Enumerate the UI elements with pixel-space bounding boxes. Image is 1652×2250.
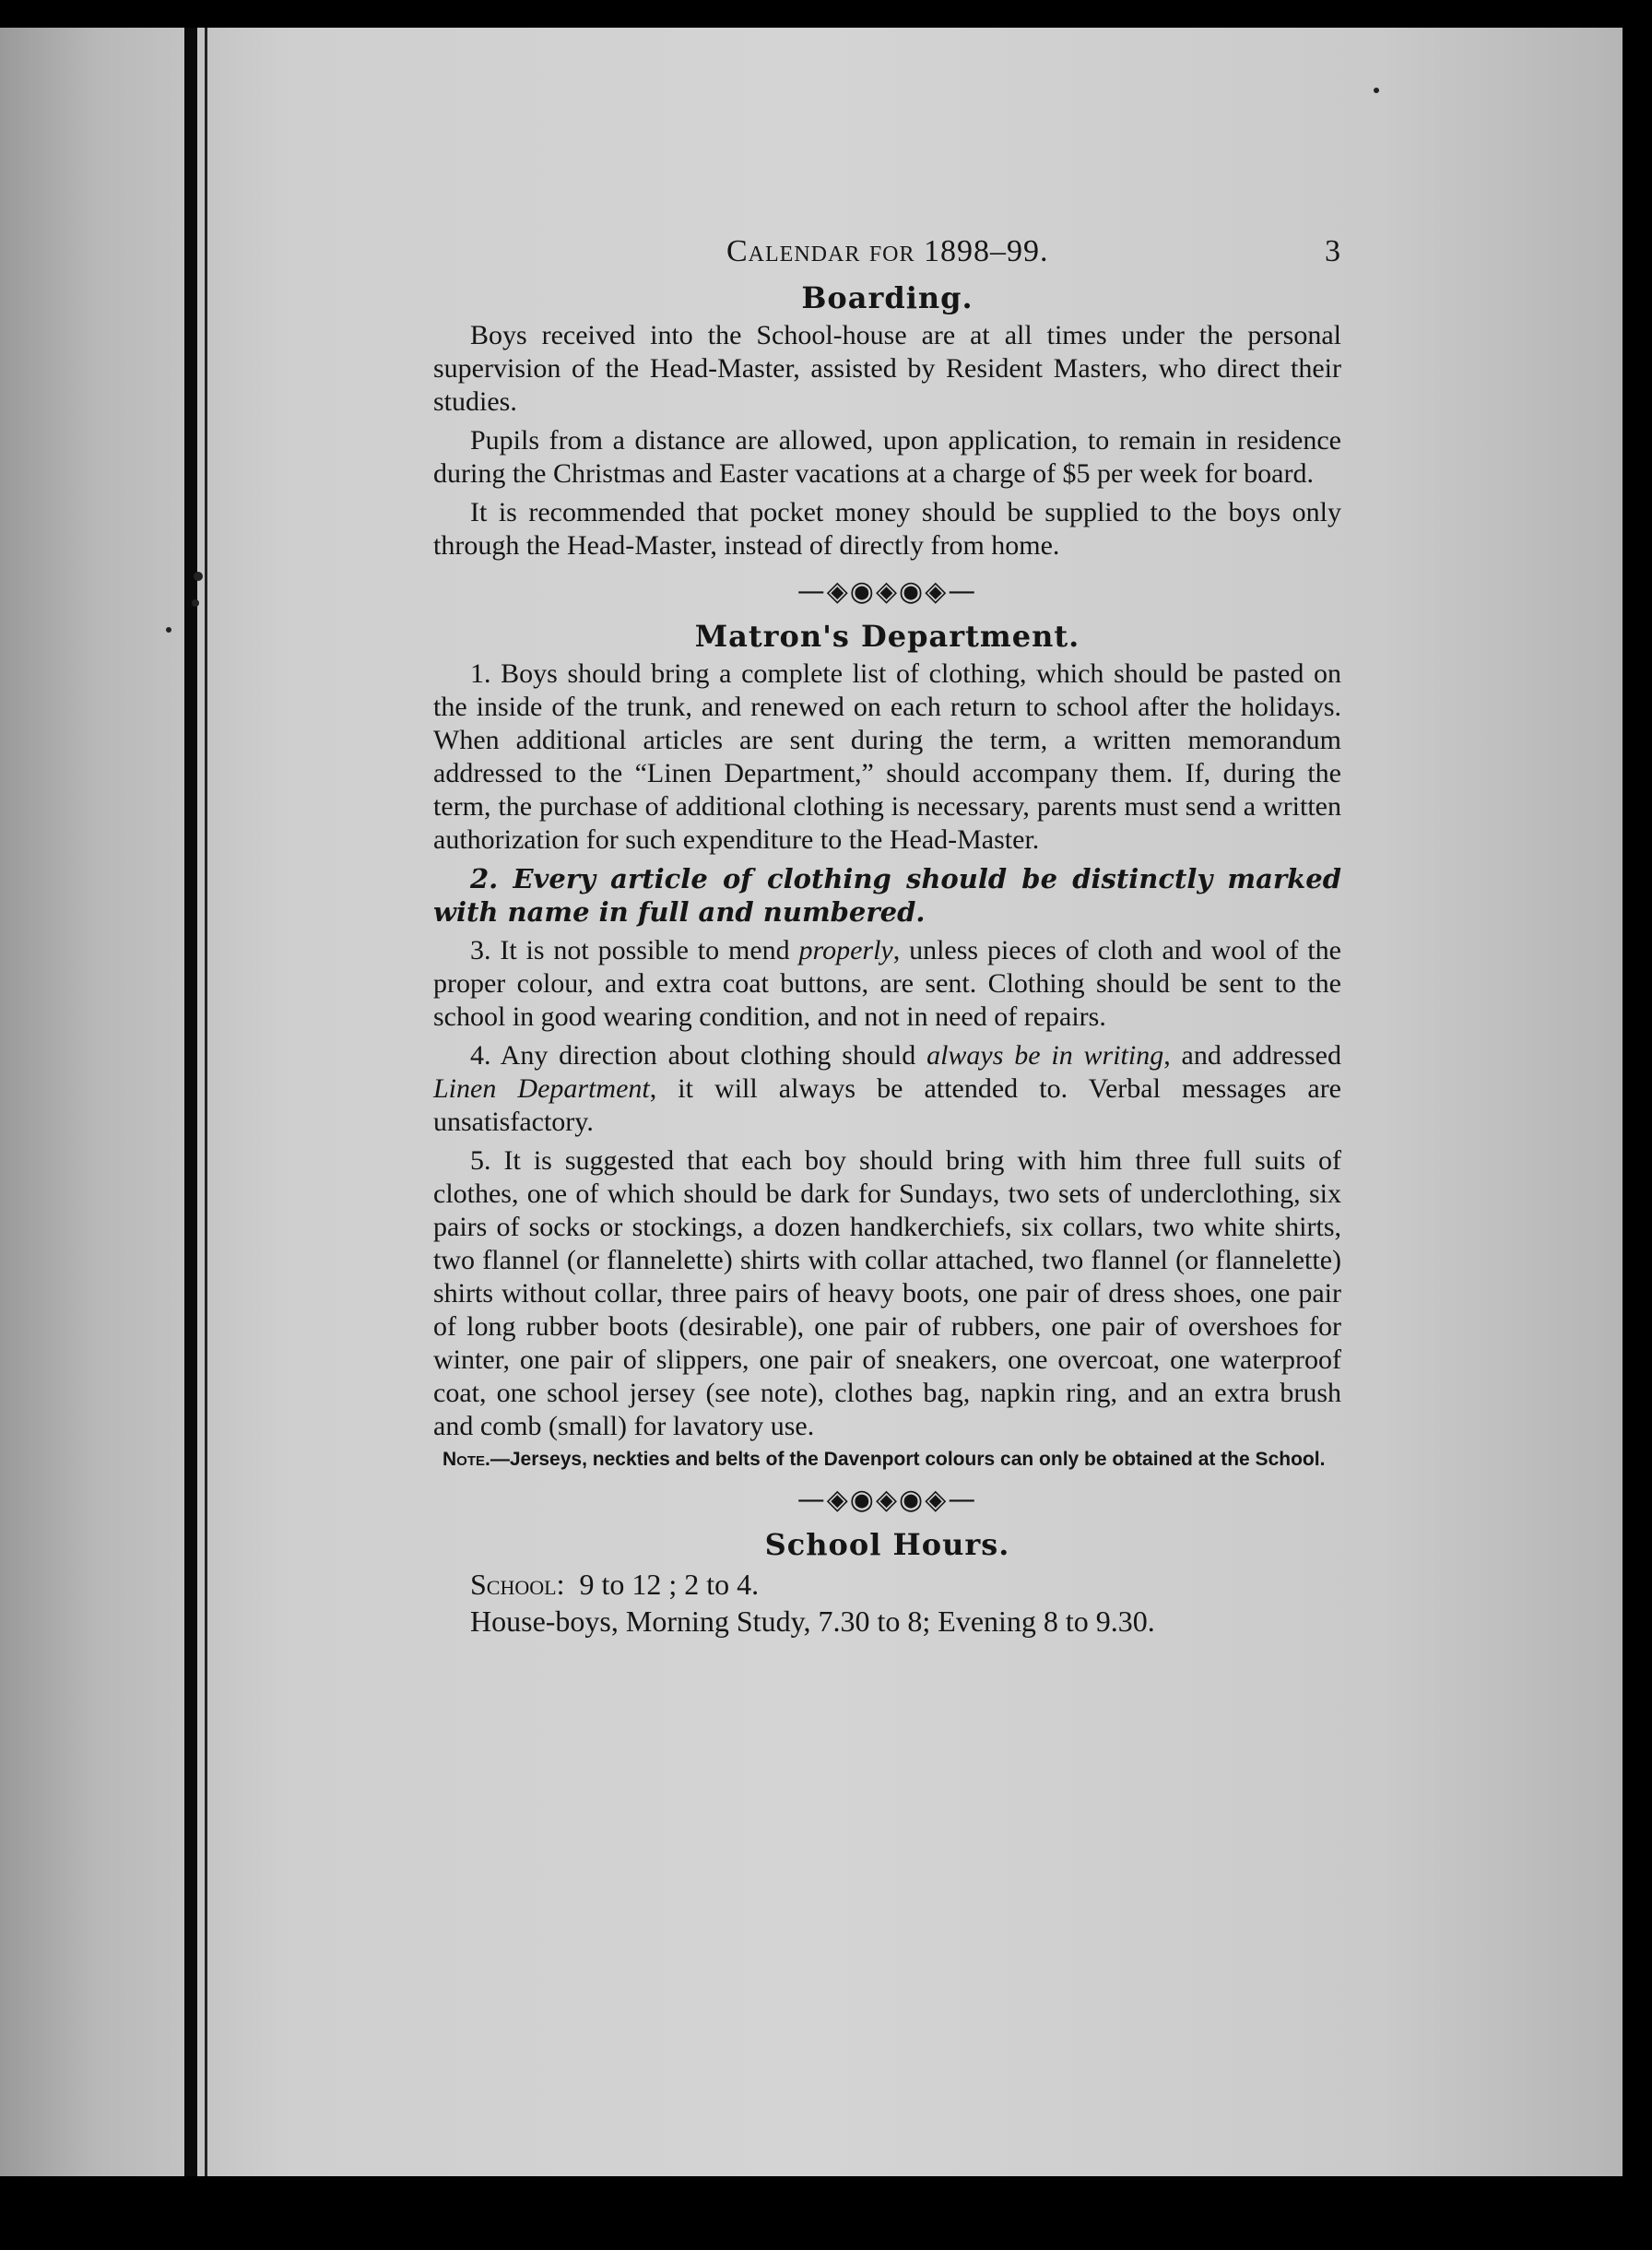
matron-item-3-after: , unless pieces of cloth and wool of the proper colour, and extra coat buttons, are sent. Clothing should be sent to the school in good wearing condition, and not in need of repairs. [433, 935, 1341, 1032]
scan-speck [192, 599, 199, 607]
scan-speck [166, 627, 171, 633]
binding-gutter [184, 28, 197, 2176]
matron-item-4 [433, 1039, 1341, 1139]
matron-item-3-before: 3. It is not possible to mend [470, 935, 799, 965]
boarding-heading: Boarding. [801, 280, 974, 315]
running-head [433, 231, 1341, 277]
page-number: 3 [1325, 234, 1341, 268]
section-ornament-2: —◈◉◈◉◈— [796, 1484, 978, 1516]
scan-speck [194, 572, 203, 581]
running-head-title: Calendar for 1898–99. [726, 234, 1049, 268]
school-hours-line-1 [470, 1566, 1341, 1603]
document-page [433, 231, 1341, 1640]
matron-item-1: 1. Boys should bring a complete list of clothing, which should be pasted on the inside of the trunk, and renewed on each return to school after the holidays. When additional articles are sent during the term, a written memorandum addressed to the “Linen Department,” should accompany them. If, during the term, the purchase of additional clothing is necessary, parents must send a written authorization for such expenditure to the Head-Master. [433, 658, 1341, 855]
section-ornament: —◈◉◈◉◈— [796, 575, 978, 608]
matron-item-3-emphasis: properly [798, 935, 893, 965]
matron-item-3 [433, 934, 1341, 1034]
matron-heading: Matron's Department. [694, 619, 1080, 654]
school-hours-line-2: House-boys, Morning Study, 7.30 to 8; Evening 8 to 9.30. [470, 1605, 1155, 1638]
boarding-paragraph-3: It is recommended that pocket money should be supplied to the boys only through the Head-Master, instead of directly from home. [433, 497, 1341, 561]
note-text: —Jerseys, neckties and belts of the Davenport colours can only be obtained at the School. [490, 1449, 1326, 1470]
matron-item-4-emphasis-1: always be in writing [926, 1040, 1164, 1071]
school-hours-label: School: [470, 1568, 565, 1601]
note-label: Note. [442, 1449, 490, 1470]
matron-item-4-after: , it will always be attended to. Verbal messages are unsatisfactory. [433, 1073, 1342, 1137]
school-hours-heading: School Hours. [764, 1527, 1010, 1562]
matron-item-4-before: 4. Any direction about clothing should [470, 1040, 927, 1071]
matron-item-4-emphasis-2: Linen Department [433, 1073, 650, 1104]
boarding-paragraph-2: Pupils from a distance are allowed, upon application, to remain in residence during the Christmas and Easter vacations at a charge of $5 per week for board. [433, 425, 1341, 489]
matron-item-4-middle: , and addressed [1163, 1040, 1341, 1071]
matron-item-5: 5. It is suggested that each boy should bring with him three full suits of clothes, one of which should be dark for Sundays, two sets of underclothing, six pairs of socks or stockings, a dozen handkerchiefs, six collars, two white shirts, two flannel (or flannelette) shirts with collar attached, two flannel (or flannelette) shirts without collar, three pairs of heavy boots, one pair of dress shoes, one pair of long rubber boots (desirable), one pair of rubbers, one pair of overshoes for winter, one pair of slippers, one pair of sneakers, one overcoat, one waterproof coat, one school jersey (see note), clothes bag, napkin ring, and an extra brush and comb (small) for lavatory use. [433, 1145, 1341, 1441]
matron-note [424, 1449, 1341, 1471]
boarding-paragraph-1: Boys received into the School-house are at all times under the personal supervision of the Head-Master, assisted by Resident Masters, who direct their studies. [433, 320, 1341, 417]
school-hours-value: 9 to 12 ; 2 to 4. [579, 1568, 760, 1601]
matron-item-2: 2. Every article of clothing should be distinctly marked with name in full and numbered. [433, 863, 1341, 928]
binding-gutter-edge [205, 28, 207, 2176]
scan-speck [1374, 88, 1379, 93]
